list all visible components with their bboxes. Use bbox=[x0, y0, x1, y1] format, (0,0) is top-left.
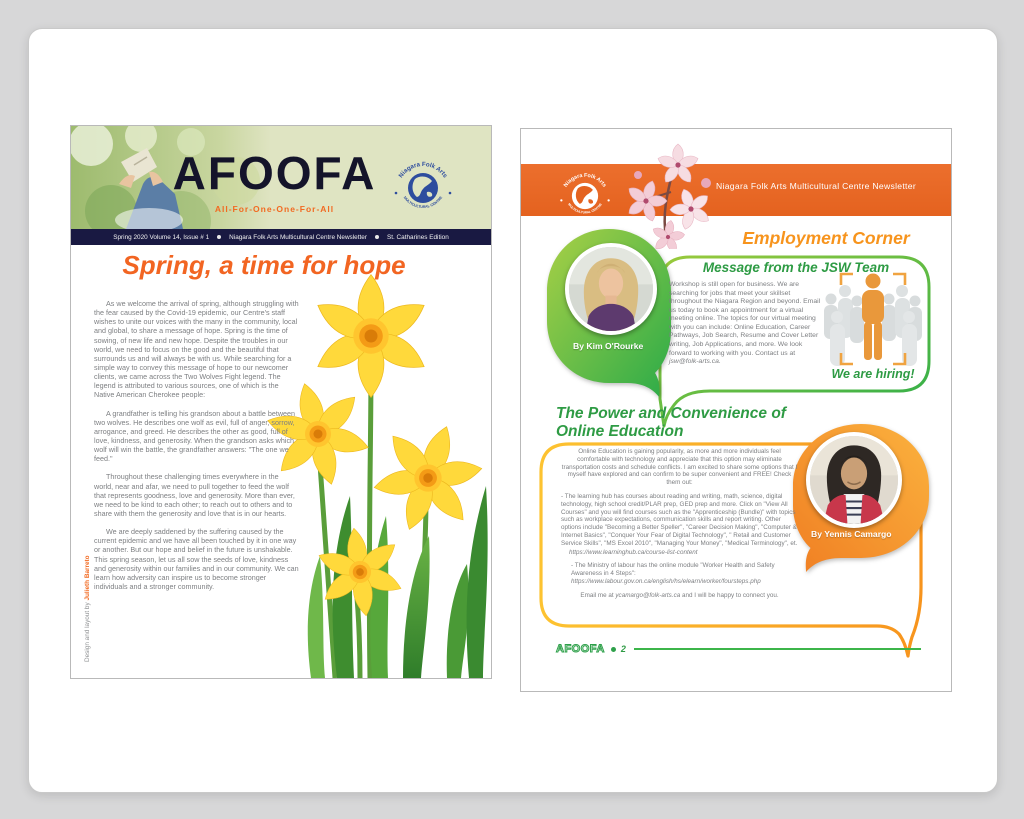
learninghub-link[interactable]: https://www.learninghub.ca/course-list-content bbox=[569, 548, 698, 556]
article-title: Spring, a time for hope bbox=[122, 250, 406, 280]
article-paragraph: As we welcome the arrival of spring, although struggling with the fear caused by the Covid-19 epidemic, our Centre's staff wishes to unite our voices with the many in the community, local and global, to share a message of hope. Spring is the time of sowing, of new life and new hope. Despite the troubles in our world, we need to focus on the good and the beautiful that surrounds us and will always be with us. While searching for a simple way to convey this message of hope to our newcomer clients, we came across the Two Wolves Fight legend. The legend is attributed to various sources, one of which is the Native American Cherokee people: bbox=[94, 299, 299, 400]
page-footer bbox=[556, 643, 921, 655]
logo-arc-bottom: MULTICULTURAL CENTRE bbox=[567, 202, 603, 215]
logo-arc-top: Niagara Folk Arts bbox=[562, 172, 608, 189]
byline-yennis: By Yennis Camargo bbox=[811, 529, 892, 539]
design-credit-prefix: Design and layout by bbox=[84, 600, 91, 662]
online-ed-item2-text: - The Ministry of labour has the online module "Worker Health and Safety Awareness in 4 Steps": bbox=[571, 562, 775, 578]
ministry-link[interactable]: https://www.labour.gov.on.ca/english/hs/elearn/worker/foursteps.php bbox=[571, 577, 761, 585]
jsw-body bbox=[669, 281, 821, 367]
newsletter-name: Niagara Folk Arts Multicultural Centre Newsletter bbox=[229, 233, 367, 241]
online-ed-item2 bbox=[561, 562, 798, 585]
online-ed-item1 bbox=[561, 493, 798, 556]
newsletter-page-1 bbox=[70, 125, 492, 679]
footer-rule bbox=[634, 648, 921, 650]
hiring-graphic bbox=[819, 267, 927, 371]
article-paragraph: Throughout these challenging times everywhere in the world, near and afar, we need to pull together to feed the wolf that represents goodness, love and generosity. More than ever, we need to be kind to each other; to reach out to others and to share with them the generosity and love that is in our hearts. bbox=[94, 472, 295, 518]
footer-page-number: 2 bbox=[620, 644, 626, 654]
folk-arts-logo bbox=[391, 156, 455, 225]
newsletter-page-2 bbox=[520, 128, 952, 692]
online-ed-item1-text: - The learning hub has courses about reading and writing, math, science, digital technology, high school credit/PLAR prep, GED prep and more. Click on "View All Courses" and you will find courses such as the "Apprenticeship (Bundle)" with topics such as workplace expectations, communication skills and report writing. Other options include "Becoming a Better Speller", "Career Decision Making", "Computer & Internet Basics", "Conquer Your Fear of Digital Technology", " Retail and Customer Service Skills", "MS Excel 2010", "Managing Your Money", "Medical Terminology", et. bbox=[561, 492, 798, 547]
email-link[interactable]: ycamargo@folk-arts.ca bbox=[615, 591, 681, 599]
author-photo-yennis bbox=[806, 432, 902, 528]
logo-arc-bottom: MULTICULTURAL CENTRE bbox=[402, 195, 444, 210]
email-suffix: and I will be happy to connect you. bbox=[680, 591, 779, 599]
footer-dot-icon bbox=[611, 647, 616, 652]
section-title-employment-corner: Employment Corner bbox=[742, 228, 910, 248]
jsw-heading: Message from the JSW Team bbox=[702, 260, 890, 275]
author-photo-kim bbox=[565, 243, 657, 335]
jsw-email-link[interactable]: jsw@folk-arts.ca. bbox=[669, 358, 721, 366]
issue-info: Spring 2020 Volume 14, Issue # 1 bbox=[113, 233, 210, 241]
online-ed-intro: Online Education is gaining popularity, as more and more individuals feel comfortable with technology and appreciate that this option may eliminate transportation costs and schedule conflicts. I am excited to share some options that I myself have explored and can confirm to be super convenient and FREE! Check them out: bbox=[561, 448, 798, 487]
jsw-text: Workshop is still open for business. We are searching for jobs that meet your skillset throughout the Niagara Region and beyond. Email us today to book an appointment for a virtual meeting online. The topics for our virtual meeting with you can include: Online Education, Career Pathways, Job Search, Resume and Cover Letter writing, Job Applications, and more. We look forward to working with you. Contact us at bbox=[669, 281, 821, 357]
masthead-title: AFOOFA bbox=[172, 147, 377, 199]
edition-name: St. Catharines Edition bbox=[386, 233, 449, 241]
banner-title: Niagara Folk Arts Multicultural Centre Newsletter bbox=[715, 181, 916, 191]
email-prefix: Email me at bbox=[580, 591, 616, 599]
design-credit-name: Julieth Barreto bbox=[84, 555, 91, 601]
article-body bbox=[94, 299, 299, 600]
hiring-text: We are hiring! bbox=[831, 367, 915, 381]
article-paragraph: A grandfather is telling his grandson about a battle between two wolves. He describes one wolf as evil, full of anger, sorrow, arrogance, and greed. He describes the other as good, full of love, kindness, and generosity. When the grandson asks which wolf will win the battle, the grandfather answers: "The one we feed." bbox=[94, 408, 296, 464]
folk-arts-logo-white bbox=[557, 168, 613, 229]
masthead-tagline: All-For-One-One-For-All bbox=[214, 204, 335, 214]
design-credit bbox=[84, 555, 91, 662]
online-ed-heading: The Power and Convenience of Online Education bbox=[556, 405, 786, 440]
footer-brand: AFOOFA bbox=[556, 643, 605, 655]
online-ed-body bbox=[561, 448, 798, 606]
online-ed-email-line bbox=[561, 592, 798, 600]
logo-arc-top: Niagara Folk Arts bbox=[397, 160, 449, 180]
masthead-band bbox=[71, 126, 491, 229]
byline-kim: By Kim O'Rourke bbox=[573, 341, 644, 351]
article-paragraph: We are deeply saddened by the suffering caused by the current epidemic and we have all been touched by it in one way or another. But our hope and belief in the future is unshakable. This spring season, let us all sow the seeds of love, kindness and generosity within our families and in our community. We can learn how adversity can inspire us to become stronger individuals and a stronger community. bbox=[94, 527, 299, 591]
person-icon bbox=[862, 274, 884, 361]
